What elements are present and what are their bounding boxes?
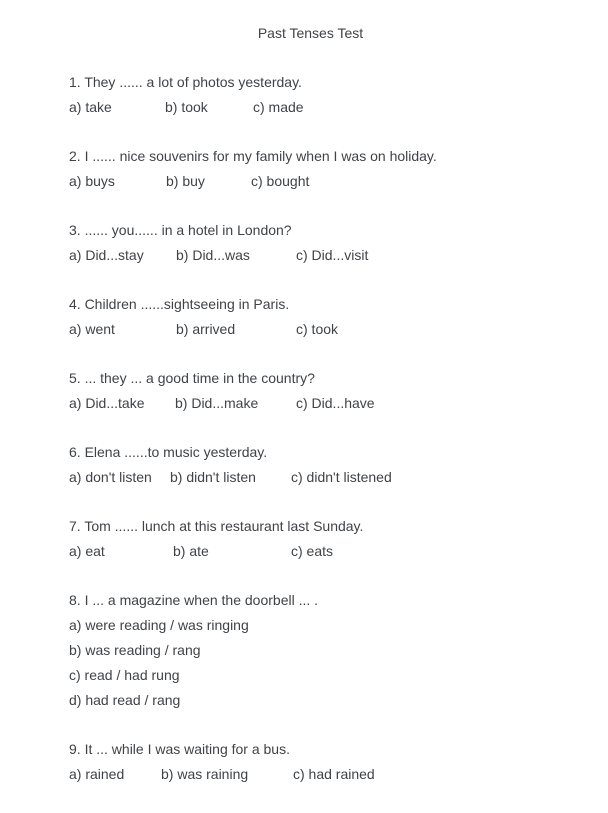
question-2-option-c: c) bought <box>251 173 310 189</box>
question-9 <box>69 737 552 787</box>
question-7-answers <box>69 539 552 564</box>
question-4-answers <box>69 317 552 342</box>
question-6-option-a: a) don't listen <box>69 469 152 485</box>
question-7 <box>69 514 552 564</box>
question-6 <box>69 440 552 490</box>
question-8 <box>69 588 552 713</box>
question-3-answers <box>69 243 552 268</box>
question-6-option-c: c) didn't listened <box>291 469 392 485</box>
question-1-answers <box>69 95 552 120</box>
question-1-option-b: b) took <box>165 99 208 115</box>
question-5-text: 5. ... they ... a good time in the country? <box>69 370 315 386</box>
question-8-option-a: a) were reading / was ringing <box>69 617 249 633</box>
question-7-text: 7. Tom ...... lunch at this restaurant last Sunday. <box>69 518 364 534</box>
question-7-option-c: c) eats <box>291 543 334 559</box>
question-5-option-a: a) Did...take <box>69 395 145 411</box>
question-9-text: 9. It ... while I was waiting for a bus. <box>69 741 290 757</box>
question-9-option-b: b) was raining <box>161 766 249 782</box>
question-9-option-c: c) had rained <box>293 766 375 782</box>
question-5-answers <box>69 391 552 416</box>
question-4-text: 4. Children ......sightseeing in Paris. <box>69 296 290 312</box>
question-4-option-c: c) took <box>296 321 339 337</box>
question-3 <box>69 218 552 268</box>
question-1-option-a: a) take <box>69 99 112 115</box>
question-8-answers <box>69 613 552 713</box>
question-5-option-c: c) Did...have <box>296 395 375 411</box>
question-2-option-a: a) buys <box>69 173 115 189</box>
question-7-option-a: a) eat <box>69 543 105 559</box>
question-8-text: 8. I ... a magazine when the doorbell ... . <box>69 592 319 608</box>
question-2-text: 2. I ...... nice souvenirs for my family when I was on holiday. <box>69 148 437 164</box>
question-2 <box>69 144 552 194</box>
question-8-option-b: b) was reading / rang <box>69 642 201 658</box>
question-1-option-c: c) made <box>253 99 304 115</box>
question-6-answers <box>69 465 552 490</box>
page-title: Past Tenses Test <box>257 25 364 41</box>
question-4 <box>69 292 552 342</box>
question-4-option-a: a) went <box>69 321 115 337</box>
question-6-text: 6. Elena ......to music yesterday. <box>69 444 268 460</box>
question-1-text: 1. They ...... a lot of photos yesterday. <box>69 74 302 90</box>
question-1 <box>69 70 552 120</box>
question-5-option-b: b) Did...make <box>175 395 259 411</box>
question-9-answers <box>69 762 552 787</box>
question-5 <box>69 366 552 416</box>
question-3-text: 3. ...... you...... in a hotel in London? <box>69 222 292 238</box>
question-2-option-b: b) buy <box>166 173 205 189</box>
question-3-option-c: c) Did...visit <box>296 247 369 263</box>
question-4-option-b: b) arrived <box>176 321 236 337</box>
question-9-option-a: a) rained <box>69 766 125 782</box>
question-6-option-b: b) didn't listen <box>170 469 256 485</box>
question-3-option-a: a) Did...stay <box>69 247 144 263</box>
question-7-option-b: b) ate <box>173 543 209 559</box>
question-8-option-c: c) read / had rung <box>69 667 180 683</box>
question-8-option-d: d) had read / rang <box>69 692 181 708</box>
question-2-answers <box>69 169 552 194</box>
question-3-option-b: b) Did...was <box>176 247 250 263</box>
